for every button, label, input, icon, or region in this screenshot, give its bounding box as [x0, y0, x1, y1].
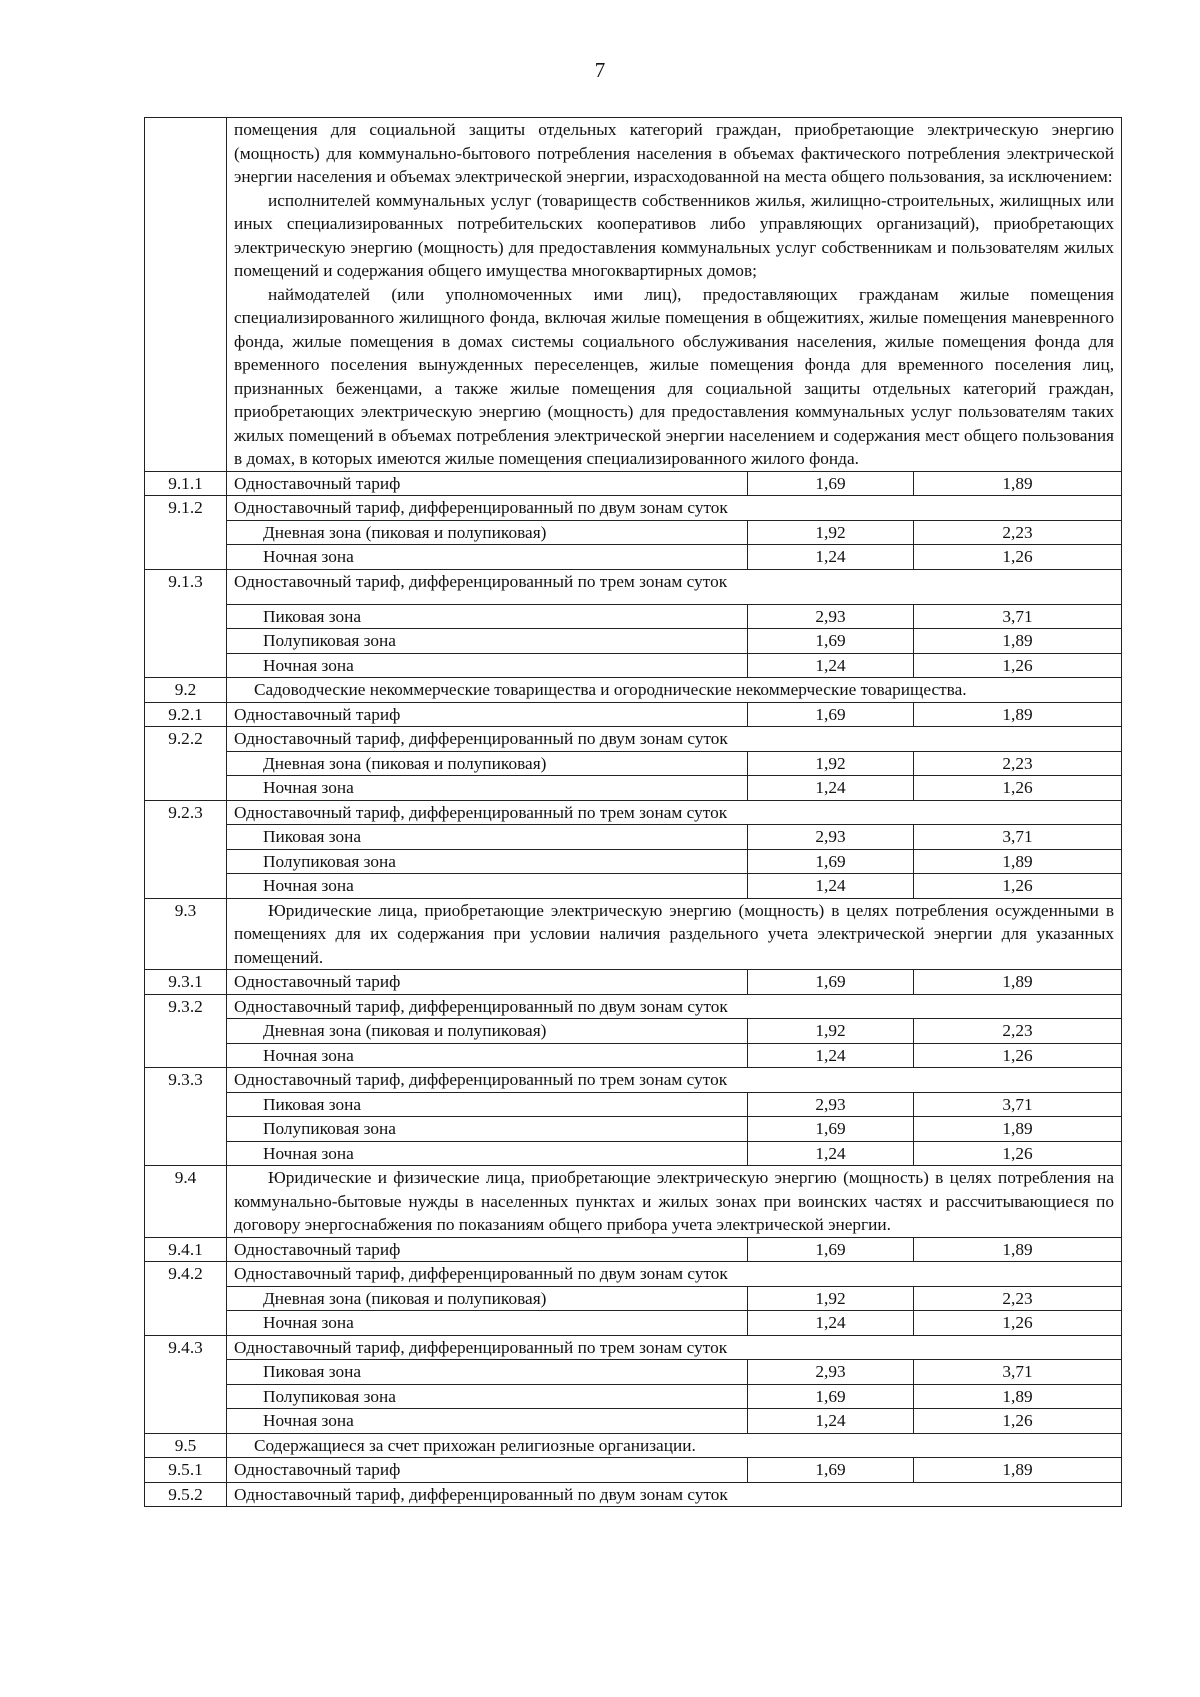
row-label: Полупиковая зона: [227, 1384, 748, 1409]
value-cell: 1,69: [748, 1384, 914, 1409]
table-row: [145, 520, 1122, 545]
value-cell: 1,89: [914, 471, 1122, 496]
table-row: [145, 1311, 1122, 1336]
table-row: [145, 751, 1122, 776]
value-cell: 1,89: [914, 702, 1122, 727]
value-cell: 3,71: [914, 1360, 1122, 1385]
row-label: Одноставочный тариф: [227, 471, 748, 496]
row-label: Одноставочный тариф, дифференцированный по трем зонам суток: [227, 569, 1122, 604]
value-cell: 1,89: [914, 1117, 1122, 1142]
table-row: [145, 1409, 1122, 1434]
table-row: [145, 629, 1122, 654]
row-number: 9.4.2: [145, 1262, 227, 1287]
value-cell: 2,23: [914, 751, 1122, 776]
intro-paragraph: помещения для социальной защиты отдельных категорий граждан, приобретающие электрическую энергию (мощность) для коммунально-бытового потребления населения в объемах фактического потребления электрической энергии населения и объемах электрической энергии, израсходованной на места общего пользования, за исключением:: [234, 120, 1115, 186]
table-row: [145, 825, 1122, 850]
value-cell: 1,69: [748, 702, 914, 727]
value-cell: 1,89: [914, 1384, 1122, 1409]
row-label: Пиковая зона: [227, 604, 748, 629]
value-cell: 2,93: [748, 1360, 914, 1385]
row-label: Дневная зона (пиковая и полупиковая): [227, 1286, 748, 1311]
table-row: [145, 1237, 1122, 1262]
table-row: [145, 1360, 1122, 1385]
table-row: [145, 569, 1122, 604]
table-row: [145, 1043, 1122, 1068]
value-cell: 1,92: [748, 1019, 914, 1044]
table-row: [145, 1019, 1122, 1044]
section-title: Юридические и физические лица, приобретающие электрическую энергию (мощность) в целях потребления на коммунально-бытовые нужды в населенных пунктах и жилых зонах при воинских частях и рассчитывающиеся по договору энергоснабжения по показаниям общего прибора учета электрической энергии.: [227, 1166, 1122, 1238]
row-label: Полупиковая зона: [227, 1117, 748, 1142]
table-row: [145, 1117, 1122, 1142]
table-row: [145, 1092, 1122, 1117]
row-number: 9.4.3: [145, 1335, 227, 1360]
value-cell: 1,24: [748, 1311, 914, 1336]
row-label: Дневная зона (пиковая и полупиковая): [227, 1019, 748, 1044]
table-row: [145, 604, 1122, 629]
value-cell: 1,69: [748, 1237, 914, 1262]
row-label: Одноставочный тариф, дифференцированный по двум зонам суток: [227, 1482, 1122, 1507]
value-cell: 1,26: [914, 874, 1122, 899]
empty-cell: [145, 118, 227, 472]
row-label: Дневная зона (пиковая и полупиковая): [227, 520, 748, 545]
value-cell: 1,26: [914, 776, 1122, 801]
row-number: 9.3.3: [145, 1068, 227, 1093]
row-number: 9.5.2: [145, 1482, 227, 1507]
value-cell: 3,71: [914, 825, 1122, 850]
value-cell: 1,24: [748, 653, 914, 678]
value-cell: 3,71: [914, 1092, 1122, 1117]
value-cell: 1,89: [914, 970, 1122, 995]
table-row: [145, 776, 1122, 801]
section-title: Садоводческие некоммерческие товарищества и огороднические некоммерческие товарищества.: [227, 678, 1122, 703]
row-label: Ночная зона: [227, 1043, 748, 1068]
table-row: [145, 800, 1122, 825]
section-number: 9.5: [145, 1433, 227, 1458]
row-label: Пиковая зона: [227, 1360, 748, 1385]
table-row: [145, 653, 1122, 678]
value-cell: 2,93: [748, 825, 914, 850]
value-cell: 1,26: [914, 1409, 1122, 1434]
row-label: Ночная зона: [227, 1311, 748, 1336]
row-label: Ночная зона: [227, 653, 748, 678]
section-title: Содержащиеся за счет прихожан религиозные организации.: [227, 1433, 1122, 1458]
page-number: 7: [594, 58, 606, 82]
value-cell: 1,26: [914, 545, 1122, 570]
row-label: Ночная зона: [227, 874, 748, 899]
tariff-table: [144, 117, 1122, 1507]
row-label: Одноставочный тариф, дифференцированный по трем зонам суток: [227, 1335, 1122, 1360]
intro-paragraph: исполнителей коммунальных услуг (товариществ собственников жилья, жилищно-строительных, жилищных или иных специализированных потребительских кооперативов либо управляющих организаций), приобретающих электрическую энергию (мощность) для предоставления коммунальных услуг собственникам и пользователям жилых помещений и содержания общего имущества многоквартирных домов;: [234, 190, 1115, 280]
table-row: [145, 678, 1122, 703]
value-cell: 2,93: [748, 604, 914, 629]
row-number: 9.1.3: [145, 569, 227, 604]
value-cell: 1,26: [914, 653, 1122, 678]
value-cell: 1,69: [748, 970, 914, 995]
table-row: [145, 1384, 1122, 1409]
section-number: 9.4: [145, 1166, 227, 1238]
value-cell: 2,93: [748, 1092, 914, 1117]
table-row: [145, 1286, 1122, 1311]
table-row: [145, 970, 1122, 995]
value-cell: 1,24: [748, 1409, 914, 1434]
row-label: Одноставочный тариф, дифференцированный по двум зонам суток: [227, 727, 1122, 752]
row-label: Пиковая зона: [227, 1092, 748, 1117]
row-label: Ночная зона: [227, 1409, 748, 1434]
row-number: 9.2.1: [145, 702, 227, 727]
value-cell: 1,89: [914, 849, 1122, 874]
value-cell: 1,92: [748, 1286, 914, 1311]
value-cell: 1,69: [748, 849, 914, 874]
row-number: 9.1.2: [145, 496, 227, 521]
value-cell: 1,26: [914, 1043, 1122, 1068]
table-row: [145, 1166, 1122, 1238]
section-number: 9.2: [145, 678, 227, 703]
table-row: [145, 1068, 1122, 1093]
row-label: Одноставочный тариф: [227, 970, 748, 995]
table-row: [145, 898, 1122, 970]
table-row: [145, 874, 1122, 899]
table-row: [145, 1141, 1122, 1166]
row-label: Одноставочный тариф: [227, 702, 748, 727]
value-cell: 1,24: [748, 1141, 914, 1166]
value-cell: 1,26: [914, 1141, 1122, 1166]
value-cell: 1,24: [748, 545, 914, 570]
value-cell: 1,69: [748, 471, 914, 496]
table-row: [145, 849, 1122, 874]
value-cell: 1,24: [748, 776, 914, 801]
table-row: [145, 471, 1122, 496]
table-row: [145, 702, 1122, 727]
row-number: 9.5.1: [145, 1458, 227, 1483]
table-row: [145, 1458, 1122, 1483]
value-cell: 1,69: [748, 1458, 914, 1483]
value-cell: 1,92: [748, 520, 914, 545]
value-cell: 1,69: [748, 629, 914, 654]
table-row: [145, 994, 1122, 1019]
row-label: Полупиковая зона: [227, 849, 748, 874]
row-number: 9.4.1: [145, 1237, 227, 1262]
table-row: [145, 545, 1122, 570]
intro-paragraph: наймодателей (или уполномоченных ими лиц), предоставляющих гражданам жилые помещения специализированного жилищного фонда, включая жилые помещения в общежитиях, жилые помещения маневренного фонда, жилые помещения в домах системы социального обслуживания населения, жилые помещения фонда для временного поселения вынужденных переселенцев, жилые помещения фонда для временного поселения лиц, признанных беженцами, а также жилые помещения для социальной защиты отдельных категорий граждан, приобретающих электрическую энергию (мощность) для предоставления коммунальных услуг пользователям таких жилых помещений в объемах потребления электрической энергии населением и содержания мест общего пользования в домах, в которых имеются жилые помещения специализированного жилого фонда.: [234, 284, 1115, 468]
row-label: Одноставочный тариф, дифференцированный по двум зонам суток: [227, 994, 1122, 1019]
value-cell: 2,23: [914, 1019, 1122, 1044]
value-cell: 2,23: [914, 520, 1122, 545]
row-label: Одноставочный тариф, дифференцированный по трем зонам суток: [227, 1068, 1122, 1093]
value-cell: 1,24: [748, 874, 914, 899]
row-number: 9.1.1: [145, 471, 227, 496]
row-label: Одноставочный тариф: [227, 1458, 748, 1483]
row-number: 9.2.2: [145, 727, 227, 752]
value-cell: 1,92: [748, 751, 914, 776]
table-row: [145, 496, 1122, 521]
section-number: 9.3: [145, 898, 227, 970]
value-cell: 1,26: [914, 1311, 1122, 1336]
row-label: Полупиковая зона: [227, 629, 748, 654]
value-cell: 2,23: [914, 1286, 1122, 1311]
value-cell: 1,89: [914, 1458, 1122, 1483]
value-cell: 3,71: [914, 604, 1122, 629]
row-label: Дневная зона (пиковая и полупиковая): [227, 751, 748, 776]
value-cell: 1,89: [914, 629, 1122, 654]
row-label: Одноставочный тариф, дифференцированный по двум зонам суток: [227, 496, 1122, 521]
value-cell: 1,69: [748, 1117, 914, 1142]
table-row: [145, 1335, 1122, 1360]
table-row: [145, 727, 1122, 752]
table-row: [145, 118, 1122, 472]
row-label: Одноставочный тариф: [227, 1237, 748, 1262]
row-label: Одноставочный тариф, дифференцированный по трем зонам суток: [227, 800, 1122, 825]
row-label: Пиковая зона: [227, 825, 748, 850]
value-cell: 1,89: [914, 1237, 1122, 1262]
row-label: Ночная зона: [227, 1141, 748, 1166]
value-cell: 1,24: [748, 1043, 914, 1068]
row-number: 9.3.1: [145, 970, 227, 995]
row-label: Ночная зона: [227, 545, 748, 570]
table-row: [145, 1482, 1122, 1507]
table-row: [145, 1262, 1122, 1287]
table-row: [145, 1433, 1122, 1458]
section-title: Юридические лица, приобретающие электрическую энергию (мощность) в целях потребления осужденными в помещениях для их содержания при условии наличия раздельного учета электрической энергии для указанных помещений.: [227, 898, 1122, 970]
row-number: 9.3.2: [145, 994, 227, 1019]
intro-cell: [227, 118, 1122, 472]
row-label: Одноставочный тариф, дифференцированный по двум зонам суток: [227, 1262, 1122, 1287]
row-label: Ночная зона: [227, 776, 748, 801]
row-number: 9.2.3: [145, 800, 227, 825]
